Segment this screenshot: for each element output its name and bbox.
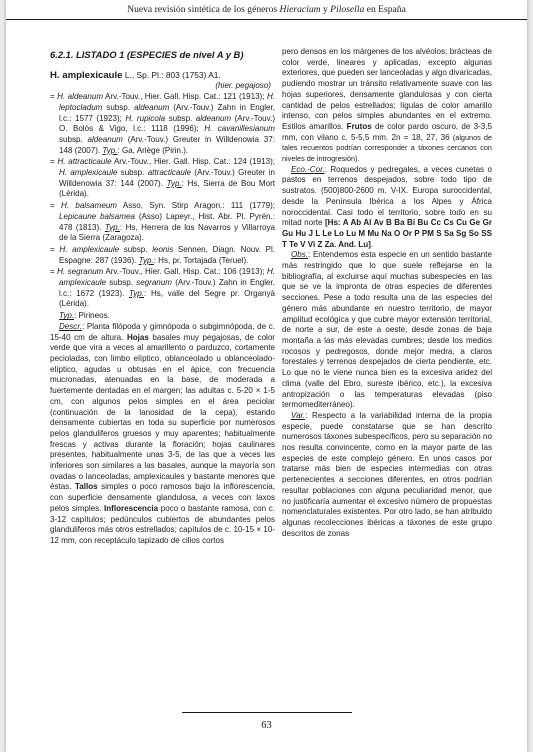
left-column <box>50 50 275 547</box>
synonym-balsameum: = H. balsameum Asso, Syn. Stirp Aragon.: 111 (1779); Lepicaune balsamea (Asso) Lapeyr., Hist. Abr. Pl. Pyrén.: 478 (1813). Typ.: Hs, Herrera de los Navarros y Villarroya de la Sierra (Zaragoza). <box>50 201 275 243</box>
right-column <box>282 47 492 539</box>
synonym-segranum: = H. segranum Arv.-Touv., Hier. Gall. Hisp. Cat.: 106 (1913); H. amplexicaule subsp. segranum (Arv.-Touv.) Zahn in Engler, l.c.: 1672 (1923). Typ.: Hs, valle del Segre pr. Organyà (Lérida). <box>50 267 275 309</box>
header-text: Nueva revisión sintética de los géneros <box>127 4 280 15</box>
synonym-attracticaule: = H. attracticaule Arv.-Touv., Hier. Gall. Hisp. Cat.: 124 (1913); H. amplexicaule subsp. attracticaule (Arv.-Touv.) Greuter in Willdenowia 37: 144 (2007). Typ.: Hs, Sierra de Bou Mort (Lérida). <box>50 157 276 199</box>
header-genus-hieracium: Hieracium <box>279 4 321 15</box>
description-paragraph: Descr.: Planta filópoda y gimnópoda o subgimnópoda, de c. 15-40 cm de altura. Hojas basales muy pegajosas, de color verde que vira a veces al amarillento o parduzco, cortamente pecioladas, con limbo elíptico, oblanceolado u oblanceolado-elíptico, agudas u obtusas en el ápice, con frecuencia mucronadas, atenuadas en la base, de moderada a fuertemente dentadas en el margen; las adultas c. 5-20 × 1-5 cm, con algunos pelos simples en el área peciolar (continuación de la lanosidad de la cepa), estando densamente cubiertas en toda su superficie por numerosos pelos glanduliferos gruesos y muy aparentes; habitualmente frescas y activas durante la floración; hojas caulinares presentes, habitualmente unas 3-5, de las que a veces las inferiores son similares a las basales, aunque la mayoría son ovadas o lanceoladas, amplexicaules y bastante menores que éstas. Tallos simples o poco ramosos bajo la inflorescencia, con superficie densamente glandulosa, a veces con laxos pelos simples. Inflorescencia poco o bastante ramosa, con c. 3-12 capítulos; pedúnculos cubiertos de abundantes pelos glanduliferos más otros estrellados; capítulos de c. 10-15 × 10-12 mm, con receptáculo tapizado de cilios cortos <box>50 321 275 545</box>
ecology-chorology-paragraph: Eco.-Cor.: Roquedos y pedregales, a veces cunetas o pastos en terrenos despejados, sobre todo tipo de sustratos. (500)800-2600 m. V-IX. Europa suroccidental, desde la Península Ibérica a los Alpes y África noroccidental. Casi todo el territorio, sobre todo en su mitad norte [Hs: A Ab Al Av B Ba Bi Bu Cc Cs Cu Ge Gr Gu Hu J L Le Lo Lu M Mu Na O Or P PM S Sa Sg So SS T Te V Vi Z Za. And. Lu]. <box>282 164 492 249</box>
footer-divider <box>182 712 352 713</box>
species-name: H. amplexicaule <box>50 69 123 81</box>
page-number: 63 <box>261 720 272 731</box>
page <box>6 0 527 752</box>
typus-paragraph: Typ.: Pirineos. <box>59 311 110 321</box>
vernacular-name: (hier. pegajoso) <box>215 81 271 91</box>
section-heading: 6.2.1. LISTADO 1 (ESPECIES de nivel A y B) <box>50 49 244 60</box>
synonym-leonis: = H. amplexicaule subsp. leonis Sennen, Diagn. Nouv. Pl. Espagne: 287 (1936). Typ.: Hs, pr. Tortajada (Teruel). <box>50 244 276 265</box>
observations-paragraph: Obs.: Entendemos esta especie en un sentido bastante más restringido que lo que suele reflejarse en la bibliografía, al excluirse aquí muchas subespecies en las que se ve la impronta de otras especies de diferentes secciones. Pese a todo resulta una de las especies del género más abundante en nuestro territorio, de mayor amplitud ecológica y que cubre mayor extensión territorial, de norte a sur, de este a oeste, desde zonas de baja montaña a las más elevadas cumbres; desde los medios rocosos y pedregosos, donde mejor medra, a claros forestales y terrenos despejados de cierta pendiente, etc. Lo que no le viene nunca bien es la excesiva aridez del clima (valle del Ebro, sureste ibérico, etc.), la excesiva antropización o las temperaturas elevadas (piso termomediterráneo). <box>282 250 492 410</box>
description-continuation: pero densos en los márgenes de los alvéolos; brácteas de color verde, lineares y aplicadas, excepto algunas exteriores, que pueden ser lanceoladas y algo divaricadas, pudiendo mostrar un tránsito relativamente suave con las hojas superiores, densamente glandulosas y con cierta cantidad de pelos estrellados; lígulas de color amarillo intenso, con pelos simples abundantes en el extremo. Estilos amarillos. Frutos de color pardo oscuro, de 3-3,5 mm, con vilano c. 5-5,5 mm. 2n = 18, 27, 36 (algunos de tales recuentos podrían corresponder a táxones cercanos con niveles de introgresión). <box>282 47 492 164</box>
header-suffix: en España <box>364 4 406 15</box>
header-joiner: y <box>320 4 331 15</box>
running-header <box>6 4 527 15</box>
species-authority: L., Sp. Pl.: 803 (1753) A1. <box>122 69 221 80</box>
synonym-aldeanum: = H. aldeanum Arv.-Touv., Hier. Gall. Hisp. Cat.: 121 (1913); H. leptocladum subsp. aldeanum (Arv.-Touv.) Zahn in Engler, l.c.: 1577 (1923); H. rupicola subsp. aldeanum (Arv.-Touv.) O. Bolòs & Vigo, l.c.: 1118 (1996); H. cavanillesianum subsp. aldeanum (Arv.-Touv.) Greuter in Willdenowia 37: 148 (2007). Typ.: Ga, Ariège (Pirin.). <box>50 92 275 155</box>
variability-paragraph: Var.: Respecto a la variabilidad interna de la propia especie, puede constatarse que se han descrito numerosos táxones subespecíficos, pero su separación no nos resulta convincente, como en la mayor parte de las especies de este complejo género. En unos casos por tratarse más bien de especies intermedias con otras pertenecientes a secciones diferentes, en otros podrían resultar poblaciones con alguna peculiaridad menor, que no justificaría aumentar el excesivo número de propuestas nomenclaturales existentes. Por otro lado, se han atribuido algunas recolecciones ibéricas a táxones de este grupo descritos de zonas <box>282 410 492 538</box>
species-title <box>50 70 275 82</box>
header-divider <box>6 19 527 20</box>
header-genus-pilosella: Pilosella <box>330 4 365 15</box>
